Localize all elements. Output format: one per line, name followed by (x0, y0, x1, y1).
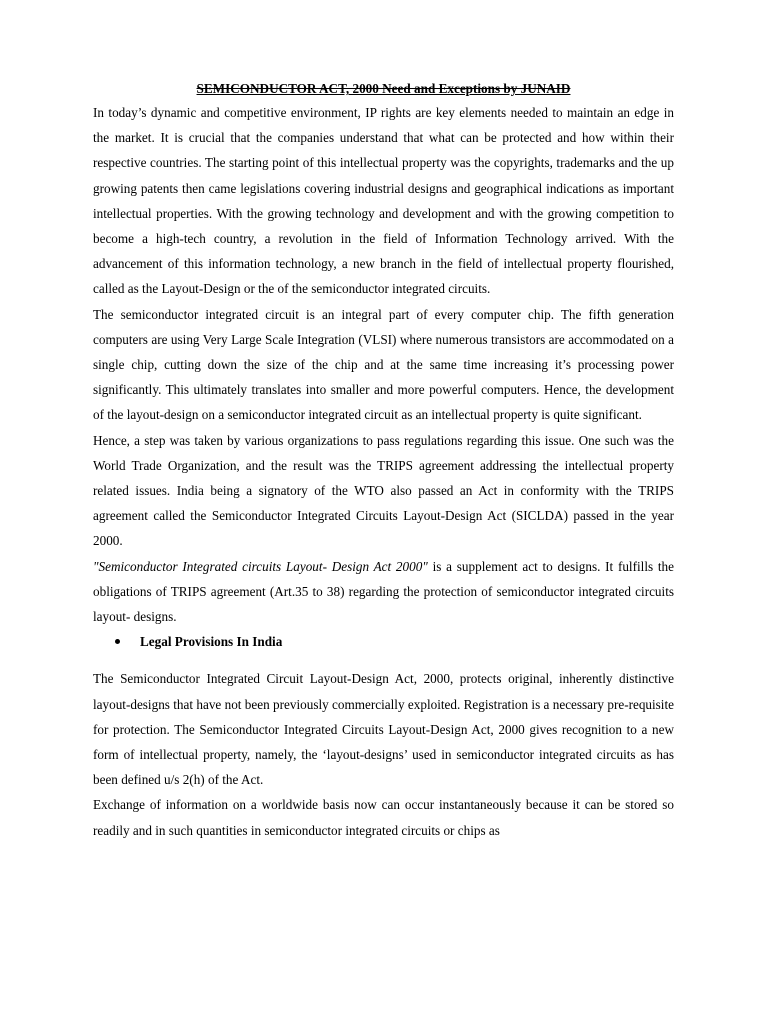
document-title: SEMICONDUCTOR ACT, 2000 Need and Exceptions by JUNAID (196, 81, 571, 96)
bullet-icon (115, 639, 120, 644)
paragraph-exchange: Exchange of information on a worldwide basis now can occur instantaneously because it can be stored so readily and in such quantities in semiconductor integrated circuits or chips as (93, 797, 674, 838)
bullet-heading (93, 629, 674, 654)
paragraph-intro: In today’s dynamic and competitive environment, IP rights are key elements needed to maintain an edge in the market. It is crucial that the companies understand that what can be protected and how within their respective countries. The starting point of this intellectual property was the copyrights, trademarks and the up growing patents then came legislations covering industrial designs and geographical indications as important intellectual properties. With the growing technology and development and with the growing competition to become a high-tech country, a revolution in the field of Information Technology arrived. With the advancement of this information technology, a new branch in the field of intellectual property flourished, called as the Layout-Design or the of the semiconductor integrated circuits. (93, 105, 674, 297)
paragraph-regulations: Hence, a step was taken by various organizations to pass regulations regarding this issue. One such was the World Trade Organization, and the result was the TRIPS agreement addressing the intellectual property related issues. India being a signatory of the WTO also passed an Act in conformity with the TRIPS agreement called the Semiconductor Integrated Circuits Layout-Design Act (SICLDA) passed in the year 2000. (93, 432, 674, 549)
paragraph-semiconductor: The semiconductor integrated circuit is an integral part of every computer chip. The fifth generation computers are using Very Large Scale Integration (VLSI) where numerous transistors are accommodated on a single chip, cutting down the size of the chip and at the same time increasing it’s processing power significantly. This ultimately translates into smaller and more powerful computers. Hence, the development of the layout-design on a semiconductor integrated circuit as an intellectual property is quite significant. (93, 306, 674, 423)
act-name-italic: "Semiconductor Integrated circuits Layout- Design Act 2000" (93, 558, 428, 574)
document-page (93, 80, 674, 843)
paragraph-legal-provisions: The Semiconductor Integrated Circuit Layout-Design Act, 2000, protects original, inherently distinctive layout-designs that have not been previously commercially exploited. Registration is a necessary pre-requisite for protection. The Semiconductor Integrated Circuits Layout-Design Act, 2000 gives recognition to a new form of intellectual property, namely, the ‘layout-designs’ used in semiconductor integrated circuits as has been defined u/s 2(h) of the Act. (93, 671, 674, 788)
bullet-heading-text: Legal Provisions In India (140, 634, 283, 650)
paragraph-act-supplement (93, 554, 674, 630)
act-supplement-text: is a supplement act to designs. It fulfills the obligations of TRIPS agreement (Art.35 to 38) regarding the protection of semiconductor integrated circuits layout- designs. (93, 558, 674, 625)
